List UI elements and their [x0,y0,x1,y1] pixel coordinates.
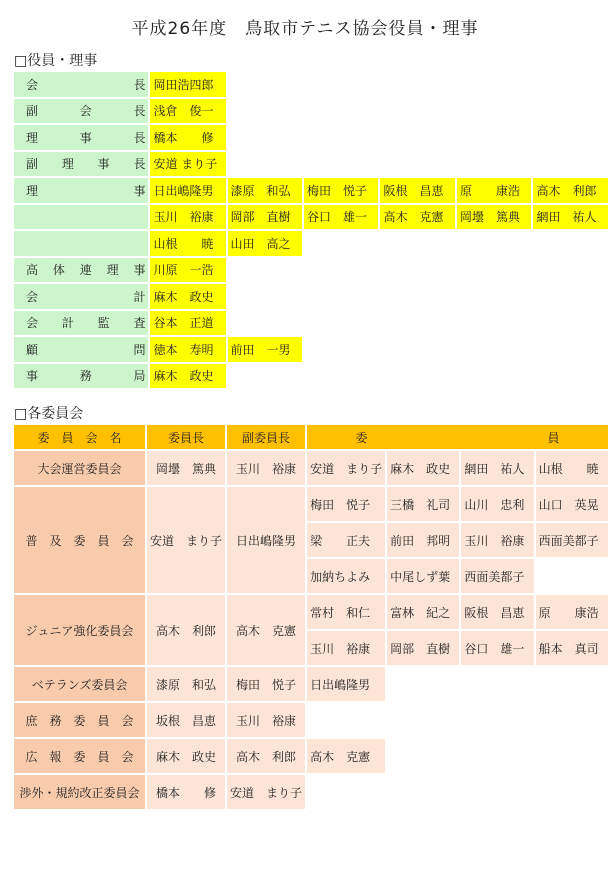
committee-row [14,667,608,701]
committees-heading: □各委員会 [14,406,84,422]
committee-member: 玉川 裕康 [307,631,385,665]
officer-role: 副 会 長 [14,99,148,124]
officer-name: 安道 まり子 [150,152,225,177]
committee-vice: 安道 まり子 [227,775,305,809]
committee-member [536,667,608,701]
committee-member: 三橋 礼司 [387,487,459,521]
committee-member: 高木 克憲 [307,739,385,773]
committee-row [14,739,608,773]
committee-member: 阪根 昌恵 [461,595,533,629]
committee-member [536,703,608,737]
committee-chair: 麻木 政史 [147,739,225,773]
committee-member: 中尾しず葉 [387,559,459,593]
officer-row [14,125,608,150]
committee-vice: 玉川 裕康 [227,451,305,485]
committee-chair: 漆原 和弘 [147,667,225,701]
officer-row [14,72,608,97]
officer-role [14,205,148,230]
officer-name: 玉川 裕康 [150,205,225,230]
committee-member: 常村 和仁 [307,595,385,629]
officer-row [14,178,608,203]
committee-chair: 岡壜 篤典 [147,451,225,485]
officer-row [14,258,608,283]
committee-member: 加納ちよみ [307,559,385,593]
header-committee-name: 委 員 会 名 [14,425,145,449]
officer-role: 会 計 監 査 [14,311,148,336]
officer-role: 理 事 長 [14,125,148,150]
committee-row [14,775,608,809]
officer-name: 浅倉 俊一 [150,99,225,124]
committee-member [461,667,533,701]
committee-vice: 高木 利郎 [227,739,305,773]
committee-member: 山根 暁 [536,451,608,485]
committee-member [461,703,533,737]
committee-member: 麻木 政史 [387,451,459,485]
committee-vice: 日出嶋隆男 [227,487,305,593]
page-title: 平成26年度 鳥取市テニス協会役員・理事 [131,19,479,39]
committee-member: 船本 真司 [536,631,608,665]
committee-member: 玉川 裕康 [461,523,533,557]
committee-name: ジュニア強化委員会 [14,595,145,665]
committee-member: 山口 英晃 [536,487,608,521]
officer-name: 高木 克憲 [380,205,454,230]
committee-member: 岡部 直樹 [387,631,459,665]
committee-member: 谷口 雄一 [461,631,533,665]
officer-role: 副 理 事 長 [14,152,148,177]
committee-member: 西面美都子 [536,523,608,557]
officer-name: 橋本 修 [150,125,225,150]
committee-name: 広 報 委 員 会 [14,739,145,773]
committee-member [387,703,459,737]
officer-name: 岡壜 篤典 [457,205,531,230]
committee-member: 原 康浩 [536,595,608,629]
committee-member: 西面美都子 [461,559,533,593]
officer-name: 前田 一男 [228,337,302,362]
officer-role: 事 務 局 [14,364,148,389]
committee-name: 普 及 委 員 会 [14,487,145,593]
officer-role: 顧 問 [14,337,148,362]
officer-name: 徳本 寿明 [150,337,225,362]
committee-chair: 安道 まり子 [147,487,225,593]
committee-name: ベテランズ委員会 [14,667,145,701]
officer-name: 岡田浩四郎 [150,72,225,97]
officer-name: 梅田 悦子 [304,178,378,203]
officers-table [12,70,610,390]
officer-name: 山根 暁 [150,231,225,256]
committee-member [461,775,533,809]
committee-member [461,739,533,773]
officer-row [14,364,608,389]
officer-name: 谷口 雄一 [304,205,378,230]
committee-member [536,775,608,809]
officer-role: 高 体 連 理 事 [14,258,148,283]
officer-row [14,284,608,309]
committee-row [14,703,608,737]
header-members: 委 員 [307,425,608,449]
committee-member: 梅田 悦子 [307,487,385,521]
officer-name: 山田 高之 [228,231,302,256]
committee-member [387,667,459,701]
committee-member [387,775,459,809]
officer-name: 高木 利郎 [533,178,608,203]
committee-member: 山川 忠利 [461,487,533,521]
committee-vice: 梅田 悦子 [227,667,305,701]
header-vice: 副委員長 [227,425,305,449]
officer-name: 網田 祐人 [533,205,608,230]
header-chair: 委員長 [147,425,225,449]
committee-member [307,775,385,809]
committee-vice: 高木 克憲 [227,595,305,665]
committee-member [536,739,608,773]
officer-row [14,337,608,362]
officer-row [14,152,608,177]
committee-chair: 橋本 修 [147,775,225,809]
committee-row [14,451,608,485]
committee-member: 前田 邦明 [387,523,459,557]
committee-chair: 坂根 昌恵 [147,703,225,737]
officer-row [14,205,608,230]
officer-row [14,99,608,124]
officer-name: 谷本 正道 [150,311,225,336]
officer-role: 会 計 [14,284,148,309]
committee-member: 日出嶋隆男 [307,667,385,701]
officer-name: 麻木 政史 [150,284,225,309]
committee-member [307,703,385,737]
officer-name: 日出嶋隆男 [150,178,225,203]
committee-vice: 玉川 裕康 [227,703,305,737]
committee-name: 庶 務 委 員 会 [14,703,145,737]
committee-member: 安道 まり子 [307,451,385,485]
officer-name: 原 康浩 [457,178,531,203]
committee-member [536,559,608,593]
committee-name: 大会運営委員会 [14,451,145,485]
officer-role: 理 事 [14,178,148,203]
committee-chair: 高木 利郎 [147,595,225,665]
officer-name: 麻木 政史 [150,364,225,389]
officer-role: 会 長 [14,72,148,97]
officer-name: 阪根 昌恵 [380,178,454,203]
committee-member: 網田 祐人 [461,451,533,485]
committee-row [14,487,608,521]
officer-name: 岡部 直樹 [228,205,302,230]
officer-role [14,231,148,256]
officer-row [14,311,608,336]
committees-table [12,423,610,811]
committee-member: 梁 正夫 [307,523,385,557]
officer-name: 川原 一浩 [150,258,225,283]
officer-name: 漆原 和弘 [228,178,302,203]
committee-name: 渉外・規約改正委員会 [14,775,145,809]
officer-row [14,231,608,256]
committee-row [14,595,608,629]
committee-member: 富林 紀之 [387,595,459,629]
officers-heading: □役員・理事 [14,53,98,69]
committee-member [387,739,459,773]
